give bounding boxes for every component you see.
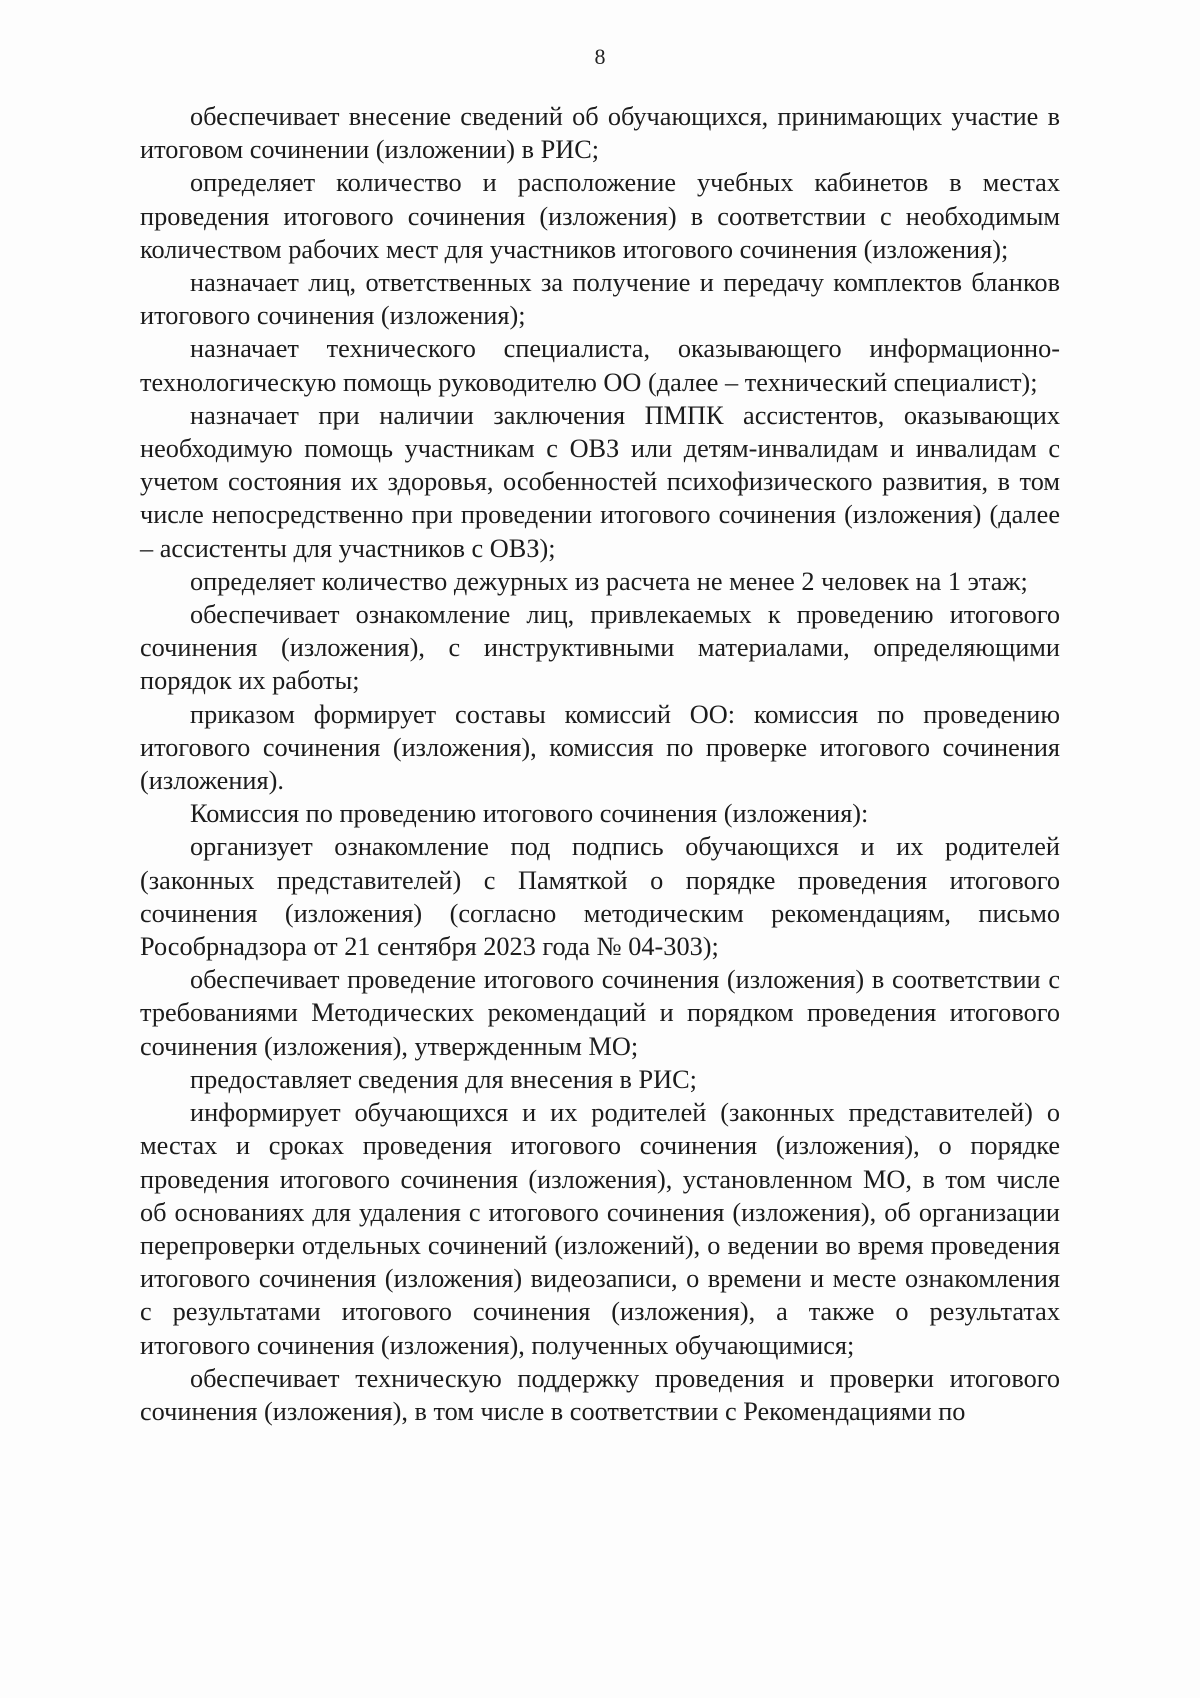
- paragraph: обеспечивает проведение итогового сочинения (изложения) в соответствии с требованиями Методических рекомендаций и порядком проведения итогового сочинения (изложения), утвержденным МО;: [140, 965, 1060, 1061]
- paragraph: предоставляет сведения для внесения в РИС;: [190, 1064, 697, 1094]
- paragraph: назначает при наличии заключения ПМПК ассистентов, оказывающих необходимую помощь участникам с ОВЗ или детям-инвалидам и инвалидам с учетом состояния их здоровья, особенностей психофизического развития, в том числе непосредственно при проведении итогового сочинения (изложения) (далее – ассистенты для участников с ОВЗ);: [140, 400, 1060, 563]
- paragraph: определяет количество и расположение учебных кабинетов в местах проведения итогового сочинения (изложения) в соответствии с необходимым количеством рабочих мест для участников итогового сочинения (изложения);: [140, 168, 1060, 264]
- paragraph: приказом формирует составы комиссий ОО: комиссия по проведению итогового сочинения (изложения), комиссия по проверке итогового сочинения (изложения).: [140, 699, 1060, 796]
- document-body: [140, 100, 1060, 1428]
- paragraph: организует ознакомление под подпись обучающихся и их родителей (законных представителей) с Памяткой о порядке проведения итогового сочинения (изложения) (согласно методическим рекомендациям, письмо Рособрнадзора от 21 сентября 2023 года № 04-303);: [140, 832, 1060, 962]
- paragraph: информирует обучающихся и их родителей (законных представителей) о местах и сроках проведения итогового сочинения (изложения), о порядке проведения итогового сочинения (изложения), установленном МО, в том числе об основаниях для удаления с итогового сочинения (изложения), об организации перепроверки отдельных сочинений (изложений), о ведении во время проведения итогового сочинения (изложения) видеозаписи, о времени и месте ознакомления с результатами итогового сочинения (изложения), а также о результатах итогового сочинения (изложения), полученных обучающимися;: [140, 1098, 1060, 1360]
- paragraph: обеспечивает ознакомление лиц, привлекаемых к проведению итогового сочинения (изложения), с инструктивными материалами, определяющими порядок их работы;: [140, 600, 1060, 696]
- page-number: 8: [594, 44, 606, 69]
- paragraph: обеспечивает техническую поддержку проведения и проверки итогового сочинения (изложения), в том числе в соответствии с Рекомендациями по: [140, 1363, 1060, 1426]
- paragraph: определяет количество дежурных из расчета не менее 2 человек на 1 этаж;: [190, 566, 1028, 596]
- paragraph: Комиссия по проведению итогового сочинения (изложения):: [190, 799, 869, 829]
- paragraph: назначает лиц, ответственных за получение и передачу комплектов бланков итогового сочинения (изложения);: [140, 268, 1060, 331]
- paragraph: обеспечивает внесение сведений об обучающихся, принимающих участие в итоговом сочинении (изложении) в РИС;: [140, 102, 1060, 165]
- paragraph: назначает технического специалиста, оказывающего информационно-технологическую помощь руководителю ОО (далее – технический специалист);: [140, 334, 1060, 397]
